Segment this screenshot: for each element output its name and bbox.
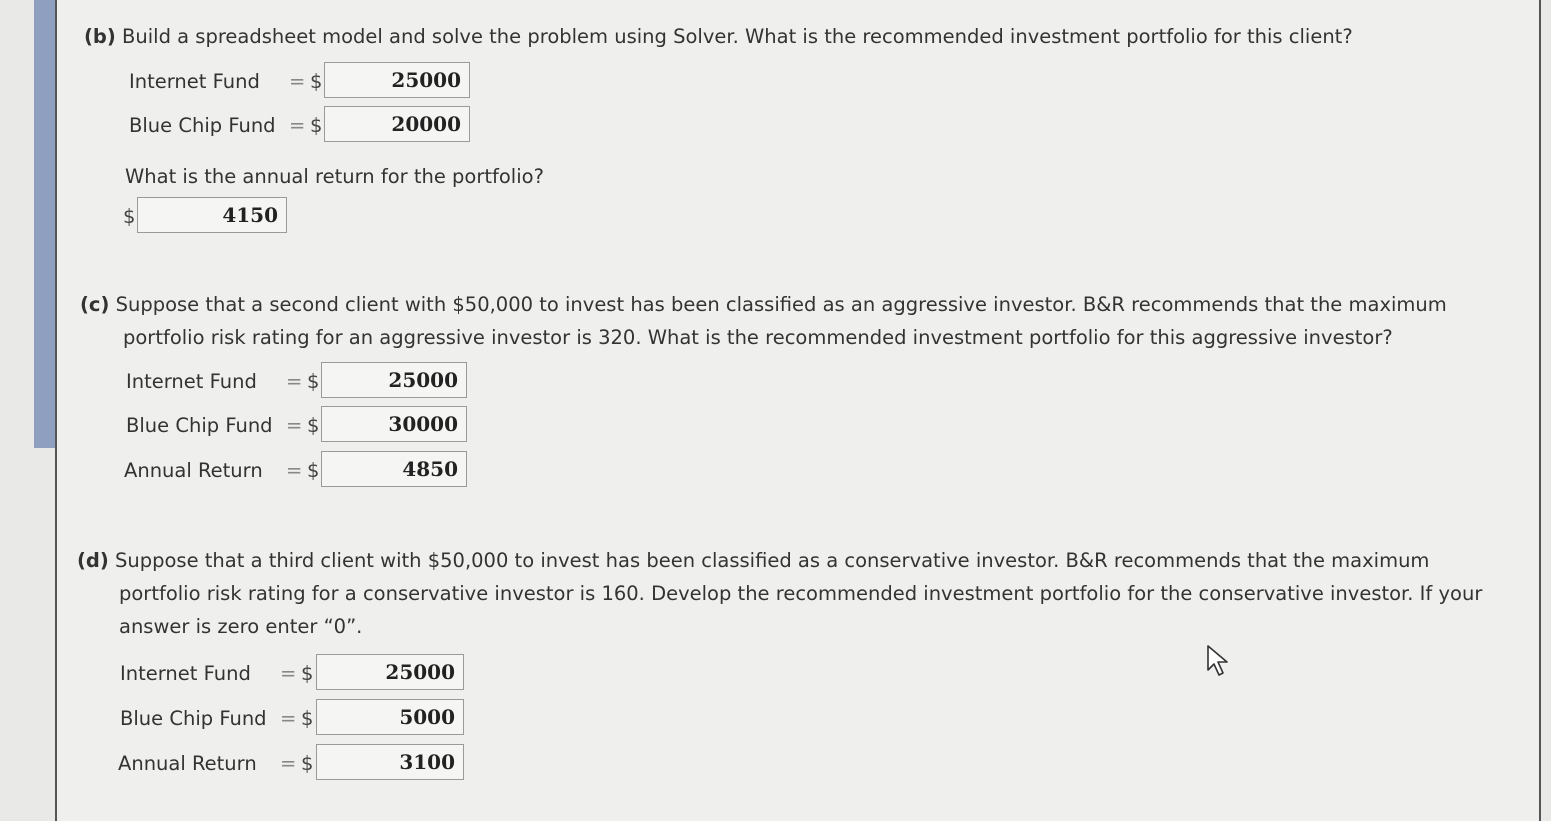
part-b-return-question: What is the annual return for the portfolio? — [125, 165, 544, 188]
part-b-internet-input[interactable]: 25000 — [324, 62, 470, 98]
equals-sign: = — [280, 752, 297, 775]
part-b-internet-label: Internet Fund — [129, 70, 260, 93]
part-d-bluechip-row — [120, 699, 470, 739]
dollar-sign: $ — [301, 662, 314, 685]
part-d-line2: portfolio risk rating for a conservative investor is 160. Develop the recommended investment portfolio for the conservative investor. If your — [119, 582, 1483, 605]
part-d-letter: (d) — [77, 549, 109, 572]
part-b-bluechip-input[interactable]: 20000 — [324, 106, 470, 142]
part-b-question — [84, 20, 1504, 53]
part-c-internet-input[interactable]: 25000 — [321, 362, 467, 398]
part-c-bluechip-input[interactable]: 30000 — [321, 406, 467, 442]
part-c-line1: Suppose that a second client with $50,000 to invest has been classified as an aggressive investor. B&R recommends that the maximum — [115, 293, 1447, 316]
part-d-return-input[interactable]: 3100 — [316, 744, 464, 780]
part-d-question — [77, 544, 1517, 643]
part-d-return-label: Annual Return — [118, 752, 257, 775]
part-c-line2: portfolio risk rating for an aggressive investor is 320. What is the recommended investment portfolio for this aggressive investor? — [123, 326, 1393, 349]
part-d-bluechip-input[interactable]: 5000 — [316, 699, 464, 735]
equals-sign: = — [280, 707, 297, 730]
part-c-internet-label: Internet Fund — [126, 370, 257, 393]
equals-sign: = — [286, 370, 303, 393]
equals-sign: = — [289, 114, 306, 137]
part-c-return-row — [124, 451, 474, 491]
part-b-text: Build a spreadsheet model and solve the problem using Solver. What is the recommended investment portfolio for this client? — [122, 25, 1353, 48]
part-d-return-row — [118, 744, 468, 784]
part-d-internet-label: Internet Fund — [120, 662, 251, 685]
dollar-sign: $ — [307, 459, 320, 482]
dollar-sign: $ — [310, 114, 323, 137]
part-c-return-input[interactable]: 4850 — [321, 451, 467, 487]
part-d-bluechip-label: Blue Chip Fund — [120, 707, 267, 730]
part-b-return-input[interactable]: 4150 — [137, 197, 287, 233]
dollar-sign: $ — [307, 370, 320, 393]
part-b-bluechip-label: Blue Chip Fund — [129, 114, 276, 137]
dollar-sign: $ — [301, 707, 314, 730]
equals-sign: = — [286, 414, 303, 437]
part-d-internet-input[interactable]: 25000 — [316, 654, 464, 690]
part-c-return-label: Annual Return — [124, 459, 263, 482]
equals-sign: = — [280, 662, 297, 685]
part-c-bluechip-label: Blue Chip Fund — [126, 414, 273, 437]
sidebar-accent-bar — [34, 0, 56, 448]
part-b-letter: (b) — [84, 25, 116, 48]
equals-sign: = — [286, 459, 303, 482]
dollar-sign: $ — [310, 70, 323, 93]
part-d-line1: Suppose that a third client with $50,000 to invest has been classified as a conservative investor. B&R recommends that the maximum — [115, 549, 1430, 572]
part-b-bluechip-row — [129, 106, 479, 146]
part-b-internet-row — [129, 62, 479, 102]
part-d-line3: answer is zero enter “0”. — [119, 615, 363, 638]
dollar-sign: $ — [301, 752, 314, 775]
dollar-sign: $ — [307, 414, 320, 437]
part-c-internet-row — [126, 362, 476, 402]
part-c-letter: (c) — [80, 293, 110, 316]
mouse-pointer-icon — [1206, 644, 1230, 682]
part-c-question — [80, 288, 1510, 354]
equals-sign: = — [289, 70, 306, 93]
dollar-sign: $ — [123, 205, 136, 228]
part-b-return-row — [123, 197, 303, 237]
part-d-internet-row — [120, 654, 470, 694]
part-c-bluechip-row — [126, 406, 476, 446]
